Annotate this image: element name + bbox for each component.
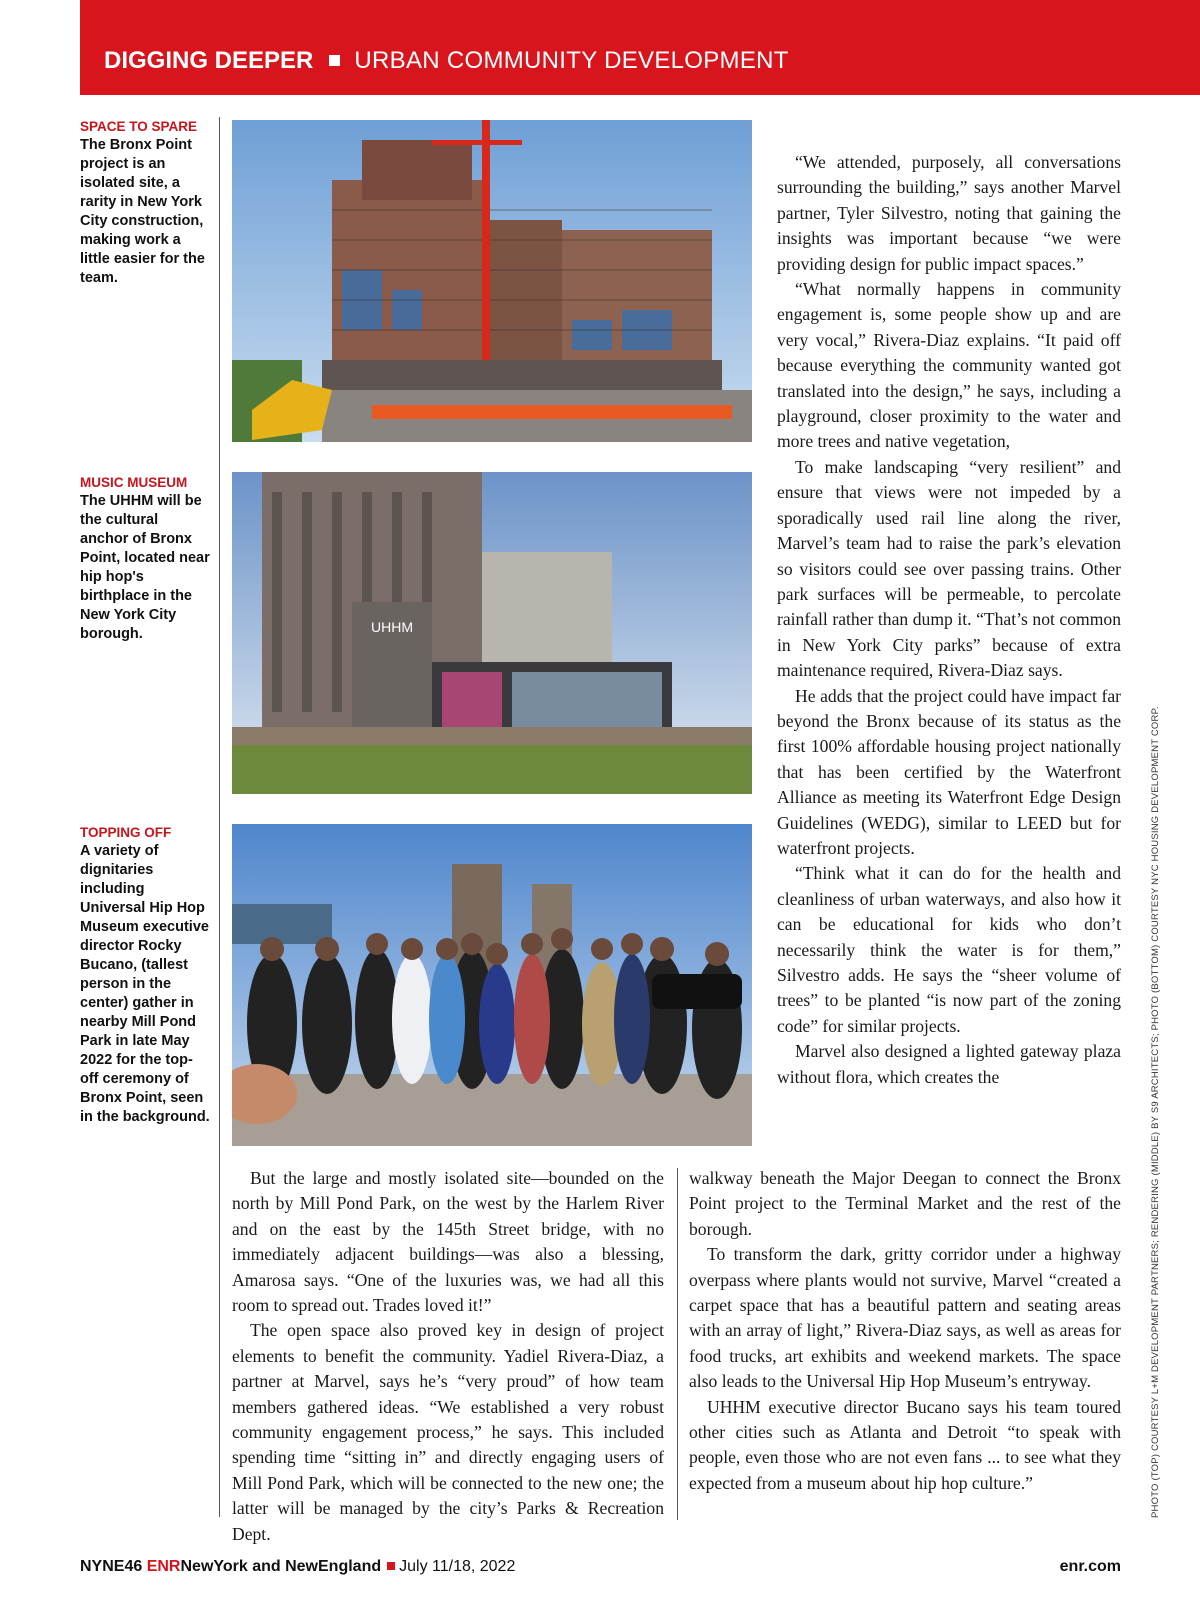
- paragraph: But the large and mostly isolated site—bounded on the north by Mill Pond Park, on the west by the Harlem River and on the east by the 145th Street bridge, with no immediately adjacent buildings—was also a blessing, Amarosa says. “One of the luxuries was, we had all this room to spread out. Trades loved it!”: [232, 1168, 664, 1316]
- caption-heading: TOPPING OFF: [80, 825, 172, 840]
- paragraph: walkway beneath the Major Deegan to connect the Bronx Point project to the Terminal Market and the rest of the borough.: [689, 1168, 1121, 1239]
- article-column-bottom-right: [689, 1166, 1121, 1496]
- paragraph: To make landscaping “very resilient” and ensure that views were not impeded by a sporadically used rail line along the river, Marvel’s team had to raise the park’s elevation so visitors could see over passing trains. Other park surfaces will be permeable, to percolate rainfall rather than dump it. “That’s not common in New York City parks” because of extra maintenance required, Rivera-Diaz says.: [777, 456, 1121, 681]
- caption-space-to-spare: [80, 117, 210, 288]
- paragraph: To transform the dark, gritty corridor under a highway overpass where plants would not survive, Marvel “created a carpet space that has a beautiful pattern and seating areas with an array of light,” Rivera-Diaz says, as well as areas for food trucks, art exhibits and weekend markets. The space also leads to the Universal Hip Hop Museum’s entryway.: [689, 1244, 1121, 1392]
- article-column-right: [777, 150, 1121, 1090]
- caption-text: A variety of dignitaries including Universal Hip Hop Museum executive director Rocky Bucano, (tallest person in the center) gather in nearby Mill Pond Park in late May 2022 for the top-off ceremony of Bronx Point, seen in the background.: [80, 843, 210, 1125]
- section-topic: URBAN COMMUNITY DEVELOPMENT: [354, 47, 789, 74]
- article-column-bottom-left: [232, 1166, 664, 1547]
- site-url: enr.com: [1059, 1558, 1121, 1575]
- caption-topping-off: [80, 823, 210, 1127]
- page-footer: [80, 1558, 1121, 1582]
- photo-topping-off-ceremony: [232, 824, 752, 1146]
- paragraph: The open space also proved key in design of project elements to benefit the community. Yadiel Rivera-Diaz, a partner at Marvel, says he’s “very proud” of how team members gathered ideas. “We established a very robust community engagement process,” he says. This included spending time “sitting in” and directly engaging users of Mill Pond Park, which will be connected to the new one; the latter will be managed by the city’s Parks & Recreation Dept.: [232, 1320, 664, 1544]
- photo-construction-site: [232, 120, 752, 442]
- issue-date: July 11/18, 2022: [399, 1558, 516, 1575]
- footer-square-bullet: [387, 1562, 395, 1570]
- caption-heading: MUSIC MUSEUM: [80, 475, 188, 490]
- caption-text: The UHHM will be the cultural anchor of Bronx Point, located near hip hop's birthplace in the New York City borough.: [80, 493, 210, 642]
- rendering-museum-building: [232, 472, 752, 794]
- photo-credit: PHOTO (TOP) COURTESY L+M DEVELOPMENT PARTNERS; RENDERING (MIDDLE) BY S9 ARCHITECTS; PHOTO (BOTTOM) COURTESY NYC HOUSING DEVELOPMENT CORP.: [1150, 706, 1161, 1518]
- brand-logo: ENR: [146, 1558, 181, 1575]
- page-number: NYNE46: [80, 1558, 143, 1575]
- paragraph: Marvel also designed a lighted gateway plaza without flora, which creates the: [777, 1041, 1121, 1087]
- caption-music-museum: [80, 473, 210, 644]
- edition-name: NewYork and NewEngland: [180, 1558, 382, 1575]
- section-header: [104, 46, 789, 76]
- paragraph: UHHM executive director Bucano says his team toured other cities such as Atlanta and Detroit “to speak with people, even those who are not even fans ... to see what they expected from a museum about hip hop culture.”: [689, 1396, 1121, 1493]
- footer-left: [80, 1558, 515, 1576]
- section-header-bar: [80, 0, 1200, 95]
- paragraph: “What normally happens in community engagement is, some people show up and are very vocal,” Rivera-Diaz explains. “It paid off because everything the community wanted got translated into the design,” he says, including a playground, closer proximity to the water and more trees and native vegetation,: [777, 279, 1121, 452]
- paragraph: “Think what it can do for the health and cleanliness of urban waterways, and also how it can be educational for kids who don’t necessarily think the water is for them,” Silvestro adds. He says the “sheer volume of trees” to be planted “is now part of the zoning code” for similar projects.: [777, 863, 1121, 1036]
- column-divider-bottom: [677, 1168, 678, 1520]
- caption-heading: SPACE TO SPARE: [80, 119, 198, 134]
- caption-text: The Bronx Point project is an isolated site, a rarity in New York City construction, making work a little easier for the team.: [80, 137, 205, 286]
- column-divider: [219, 117, 220, 1517]
- header-square-bullet: [329, 55, 340, 66]
- rendering-sign-text: UHHM: [371, 619, 413, 635]
- paragraph: “We attended, purposely, all conversations surrounding the building,” says another Marvel partner, Tyler Silvestro, noting that gaining the insights was important because “we were providing design for public impact spaces.”: [777, 152, 1121, 274]
- section-name: DIGGING DEEPER: [104, 47, 314, 74]
- paragraph: He adds that the project could have impact far beyond the Bronx because of its status as the first 100% affordable housing project nationally that has been certified by the Waterfront Alliance as meeting its Waterfront Edge Design Guidelines (WEDG), similar to LEED but for waterfront projects.: [777, 685, 1121, 858]
